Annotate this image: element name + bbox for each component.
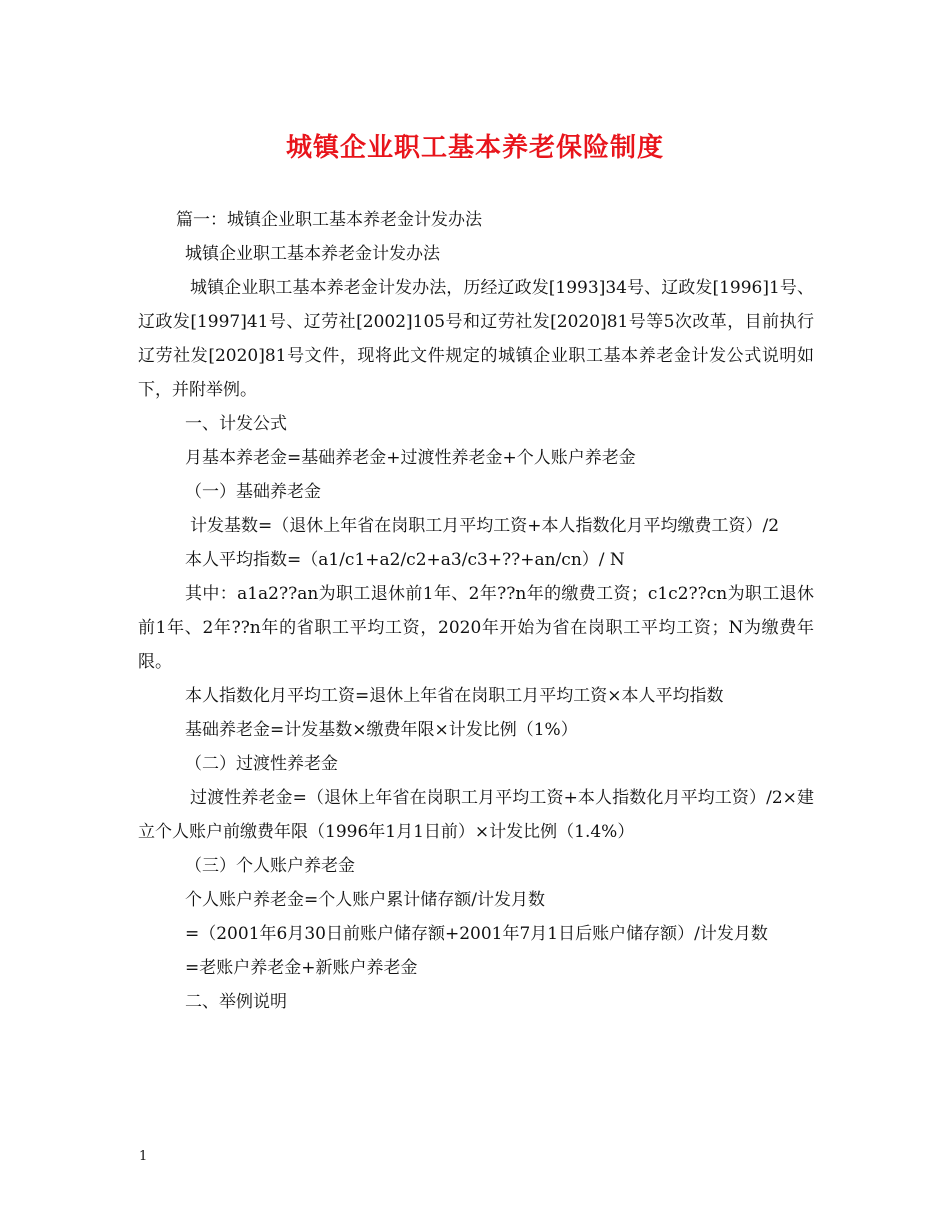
formula-account-storage: =（2001年6月30日前账户储存额+2001年7月1日后账户储存额）/计发月数: [185, 924, 768, 944]
formula-old-new-account: =老账户养老金+新账户养老金: [185, 958, 418, 978]
page-number: 1: [139, 1149, 148, 1164]
intro-paragraph: 城镇企业职工基本养老金计发办法，历经辽政发[1993]34号、辽政发[1996]1号、辽政发[1997]41号、辽劳社[2002]105号和辽劳社发[2020]81号等5次改革，目前执行辽劳社发[2020]81号文件，现将此文件规定的城镇企业职工基本养老金计发公式说明如下，并附举例。: [138, 278, 814, 400]
formula-transitional-pension: 过渡性养老金=（退休上年省在岗职工月平均工资+本人指数化月平均工资）/2×建立个人账户前缴费年限（1996年1月1日前）×计发比例（1.4%）: [138, 788, 814, 842]
explanation-paragraph: 其中：a1a2??an为职工退休前1年、2年??n年的缴费工资；c1c2??cn为职工退休前1年、2年??n年的省职工平均工资，2020年开始为省在岗职工平均工资；N为缴费年限。: [138, 584, 814, 672]
formula-average-index: 本人平均指数=（a1/c1+a2/c2+a3/c3+??+an/cn）/ N: [185, 550, 625, 570]
heading-example: 二、举例说明: [185, 992, 287, 1012]
section-title: 城镇企业职工基本养老金计发办法: [185, 244, 440, 264]
formula-basic-pension: 基础养老金=计发基数×缴费年限×计发比例（1%）: [185, 720, 578, 740]
formula-personal-account: 个人账户养老金=个人账户累计储存额/计发月数: [185, 890, 545, 910]
subheading-transitional-pension: （二）过渡性养老金: [185, 754, 338, 774]
document-title: 城镇企业职工基本养老保险制度: [285, 133, 664, 163]
subheading-basic-pension: （一）基础养老金: [185, 482, 321, 502]
document-body: [138, 203, 814, 1019]
heading-formula: 一、计发公式: [185, 414, 287, 434]
chapter-heading: 篇一：城镇企业职工基本养老金计发办法: [176, 210, 482, 230]
formula-monthly-pension: 月基本养老金=基础养老金+过渡性养老金+个人账户养老金: [185, 448, 636, 468]
formula-indexed-wage: 本人指数化月平均工资=退休上年省在岗职工月平均工资×本人平均指数: [185, 686, 724, 706]
subheading-personal-account: （三）个人账户养老金: [185, 856, 355, 876]
formula-base: 计发基数=（退休上年省在岗职工月平均工资+本人指数化月平均缴费工资）/2: [190, 516, 780, 536]
